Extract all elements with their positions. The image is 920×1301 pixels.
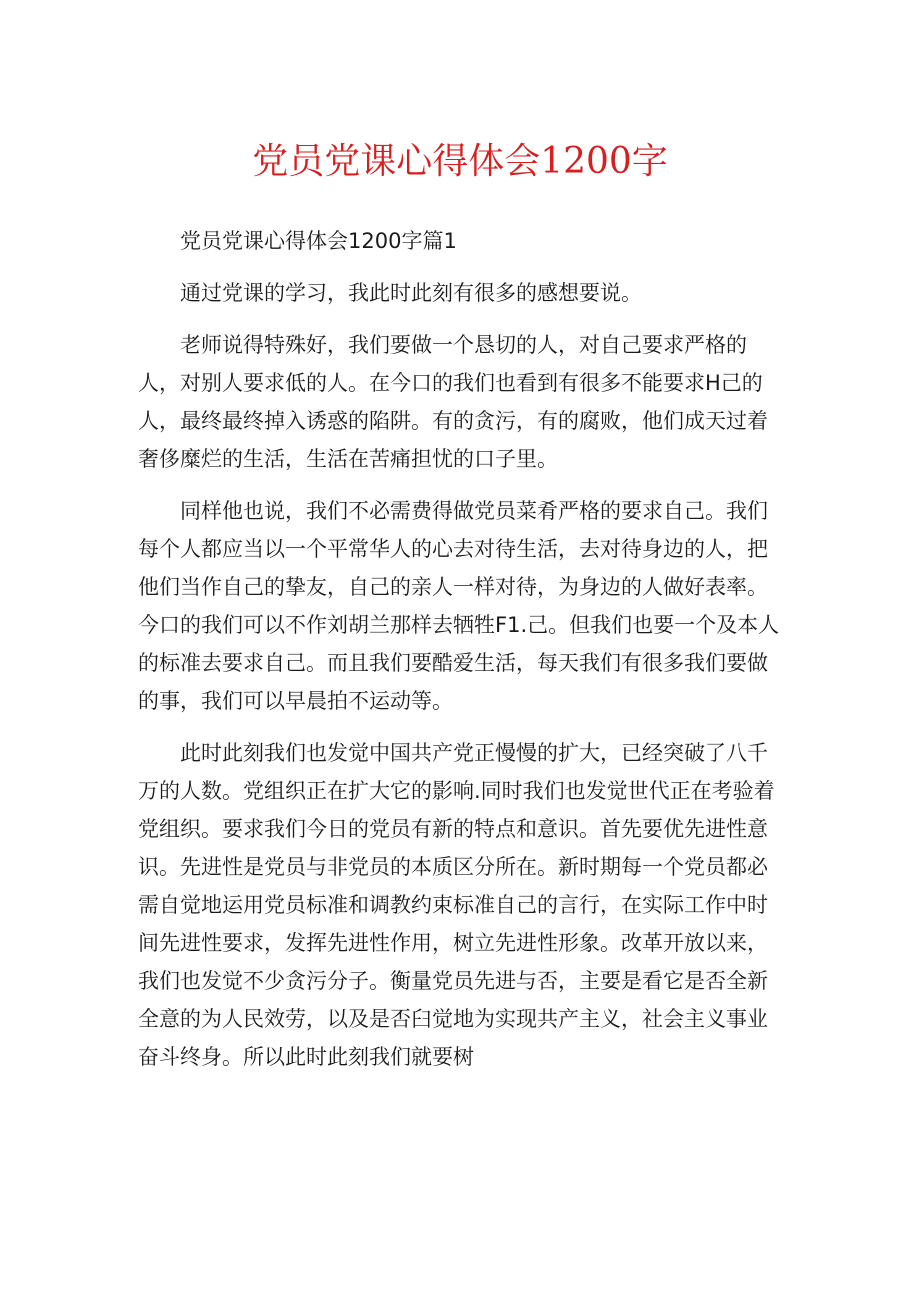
document-title: 党员党课心得体会1200字 [252, 141, 668, 182]
paragraph-2: 老师说得特殊好，我们要做一个恳切的人，对自己要求严格的人，对别人要求低的人。在今口的我们也看到有很多不能要求H己的人，最终最终掉入诱惑的陷阱。有的贪污，有的腐败，他们成天过着奢侈糜烂的生活，生活在苦痛担忧的口子里。 [138, 333, 768, 471]
section-heading: 党员党课心得体会1200字篇1 [180, 229, 457, 253]
document-body [138, 222, 788, 1090]
paragraph-1: 通过党课的学习，我此时此刻有很多的感想要说。 [180, 281, 642, 305]
paragraph-3: 同样他也说，我们不必需费得做党员菜肴严格的要求自己。我们每个人都应当以一个平常华人的心去对待生活，去对待身边的人，把他们当作自己的挚友，自己的亲人一样对待，为身边的人做好表率。今口的我们可以不作刘胡兰那样去牺牲F1.己。但我们也要一个及本人的标准去要求自己。而且我们要酷爱生活，每天我们有很多我们要做的事，我们可以早晨拍不运动等。 [138, 499, 780, 713]
paragraph-4: 此时此刻我们也发觉中国共产党正慢慢的扩大，已经突破了八千万的人数。党组织正在扩大它的影响.同时我们也发觉世代正在考验着党组织。要求我们今日的党员有新的特点和意识。首先要优先进性意识。先进性是党员与非党员的本质区分所在。新时期每一个党员都必需自觉地运用党员标准和调教约束标准自己的言行，在实际工作中时间先进性要求，发挥先进性作用，树立先进性形象。改革开放以来，我们也发觉不少贪污分子。衡量党员先进与否，主要是看它是否全新全意的为人民效劳，以及是否臼觉地为实现共产主义，社会主义事业奋斗终身。所以此时此刻我们就要树 [138, 741, 775, 1069]
